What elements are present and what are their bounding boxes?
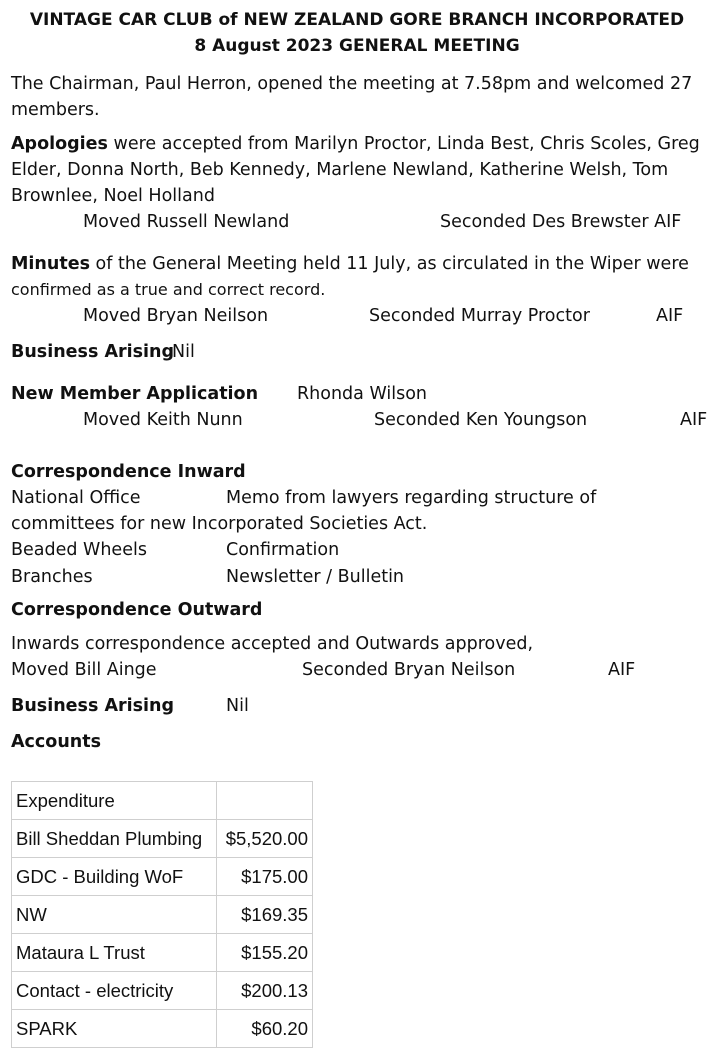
inward-desc-continuation: committees for new Incorporated Societies Act. <box>11 514 428 534</box>
inward-from-beaded-wheels: Beaded Wheels <box>11 540 147 560</box>
apologies-moved: Moved Russell Newland <box>83 212 290 232</box>
expense-amount: $169.35 <box>217 896 313 934</box>
expense-amount: $155.20 <box>217 934 313 972</box>
table-row <box>12 820 313 858</box>
minutes-heading: Minutes <box>11 254 90 274</box>
table-row <box>12 858 313 896</box>
apologies-line-3: Brownlee, Noel Holland <box>11 186 215 206</box>
new-member-name: Rhonda Wilson <box>297 384 428 404</box>
minutes-moved: Moved Bryan Neilson <box>83 306 269 326</box>
inward-from-national-office: National Office <box>11 488 141 508</box>
minutes-text: of the General Meeting held 11 July, as circulated in the Wiper were <box>89 254 689 274</box>
table-row <box>12 934 313 972</box>
business-arising-heading: Business Arising <box>11 696 175 716</box>
minutes-line-1 <box>11 251 689 277</box>
minutes-line-2: confirmed as a true and correct record. <box>11 280 326 299</box>
apologies-seconded: Seconded Des Brewster AIF <box>440 212 682 232</box>
opening-line-2: members. <box>11 100 100 120</box>
expense-amount: $5,520.00 <box>217 820 313 858</box>
correspondence-outward-heading: Correspondence Outward <box>11 600 263 620</box>
accounts-table <box>11 781 313 1048</box>
new-member-seconded: Seconded Ken Youngson <box>374 410 588 430</box>
expense-item: Mataura L Trust <box>12 934 217 972</box>
outward-text: Inwards correspondence accepted and Outwards approved, <box>11 634 534 654</box>
title-line-2: 8 August 2023 GENERAL MEETING <box>194 36 520 56</box>
expense-item: GDC - Building WoF <box>12 858 217 896</box>
table-row <box>12 972 313 1010</box>
expense-item: Bill Sheddan Plumbing <box>12 820 217 858</box>
inward-desc-national-office: Memo from lawyers regarding structure of <box>226 488 597 508</box>
expense-item: Contact - electricity <box>12 972 217 1010</box>
apologies-text: were accepted from Marilyn Proctor, Linda Best, Chris Scoles, Greg <box>107 134 700 154</box>
table-row <box>12 1010 313 1048</box>
inward-desc-beaded-wheels: Confirmation <box>226 540 340 560</box>
expense-amount: $175.00 <box>217 858 313 896</box>
table-header-cell <box>217 782 313 820</box>
business-arising-value: Nil <box>172 342 195 362</box>
outward-seconded: Seconded Bryan Neilson <box>302 660 516 680</box>
table-header-cell: Expenditure <box>12 782 217 820</box>
correspondence-inward-heading: Correspondence Inward <box>11 462 246 482</box>
outward-aif: AIF <box>608 660 636 680</box>
table-row <box>12 896 313 934</box>
opening-line-1: The Chairman, Paul Herron, opened the meeting at 7.58pm and welcomed 27 <box>11 74 693 94</box>
expense-amount: $60.20 <box>217 1010 313 1048</box>
minutes-aif: AIF <box>656 306 684 326</box>
business-arising-heading: Business Arising <box>11 342 175 362</box>
title-line-1: VINTAGE CAR CLUB of NEW ZEALAND GORE BRANCH INCORPORATED <box>29 10 685 30</box>
minutes-seconded: Seconded Murray Proctor <box>369 306 590 326</box>
business-arising-value: Nil <box>226 696 249 716</box>
expense-item: NW <box>12 896 217 934</box>
table-header-row <box>12 782 313 820</box>
apologies-line-2: Elder, Donna North, Beb Kennedy, Marlene Newland, Katherine Welsh, Tom <box>11 160 669 180</box>
new-member-moved: Moved Keith Nunn <box>83 410 243 430</box>
inward-from-branches: Branches <box>11 567 93 587</box>
new-member-aif: AIF <box>680 410 708 430</box>
new-member-heading: New Member Application <box>11 384 259 404</box>
expense-item: SPARK <box>12 1010 217 1048</box>
outward-moved: Moved Bill Ainge <box>11 660 157 680</box>
accounts-heading: Accounts <box>11 732 102 752</box>
apologies-heading: Apologies <box>11 134 108 154</box>
apologies-line-1 <box>11 131 700 157</box>
inward-desc-branches: Newsletter / Bulletin <box>226 567 405 587</box>
expense-amount: $200.13 <box>217 972 313 1010</box>
